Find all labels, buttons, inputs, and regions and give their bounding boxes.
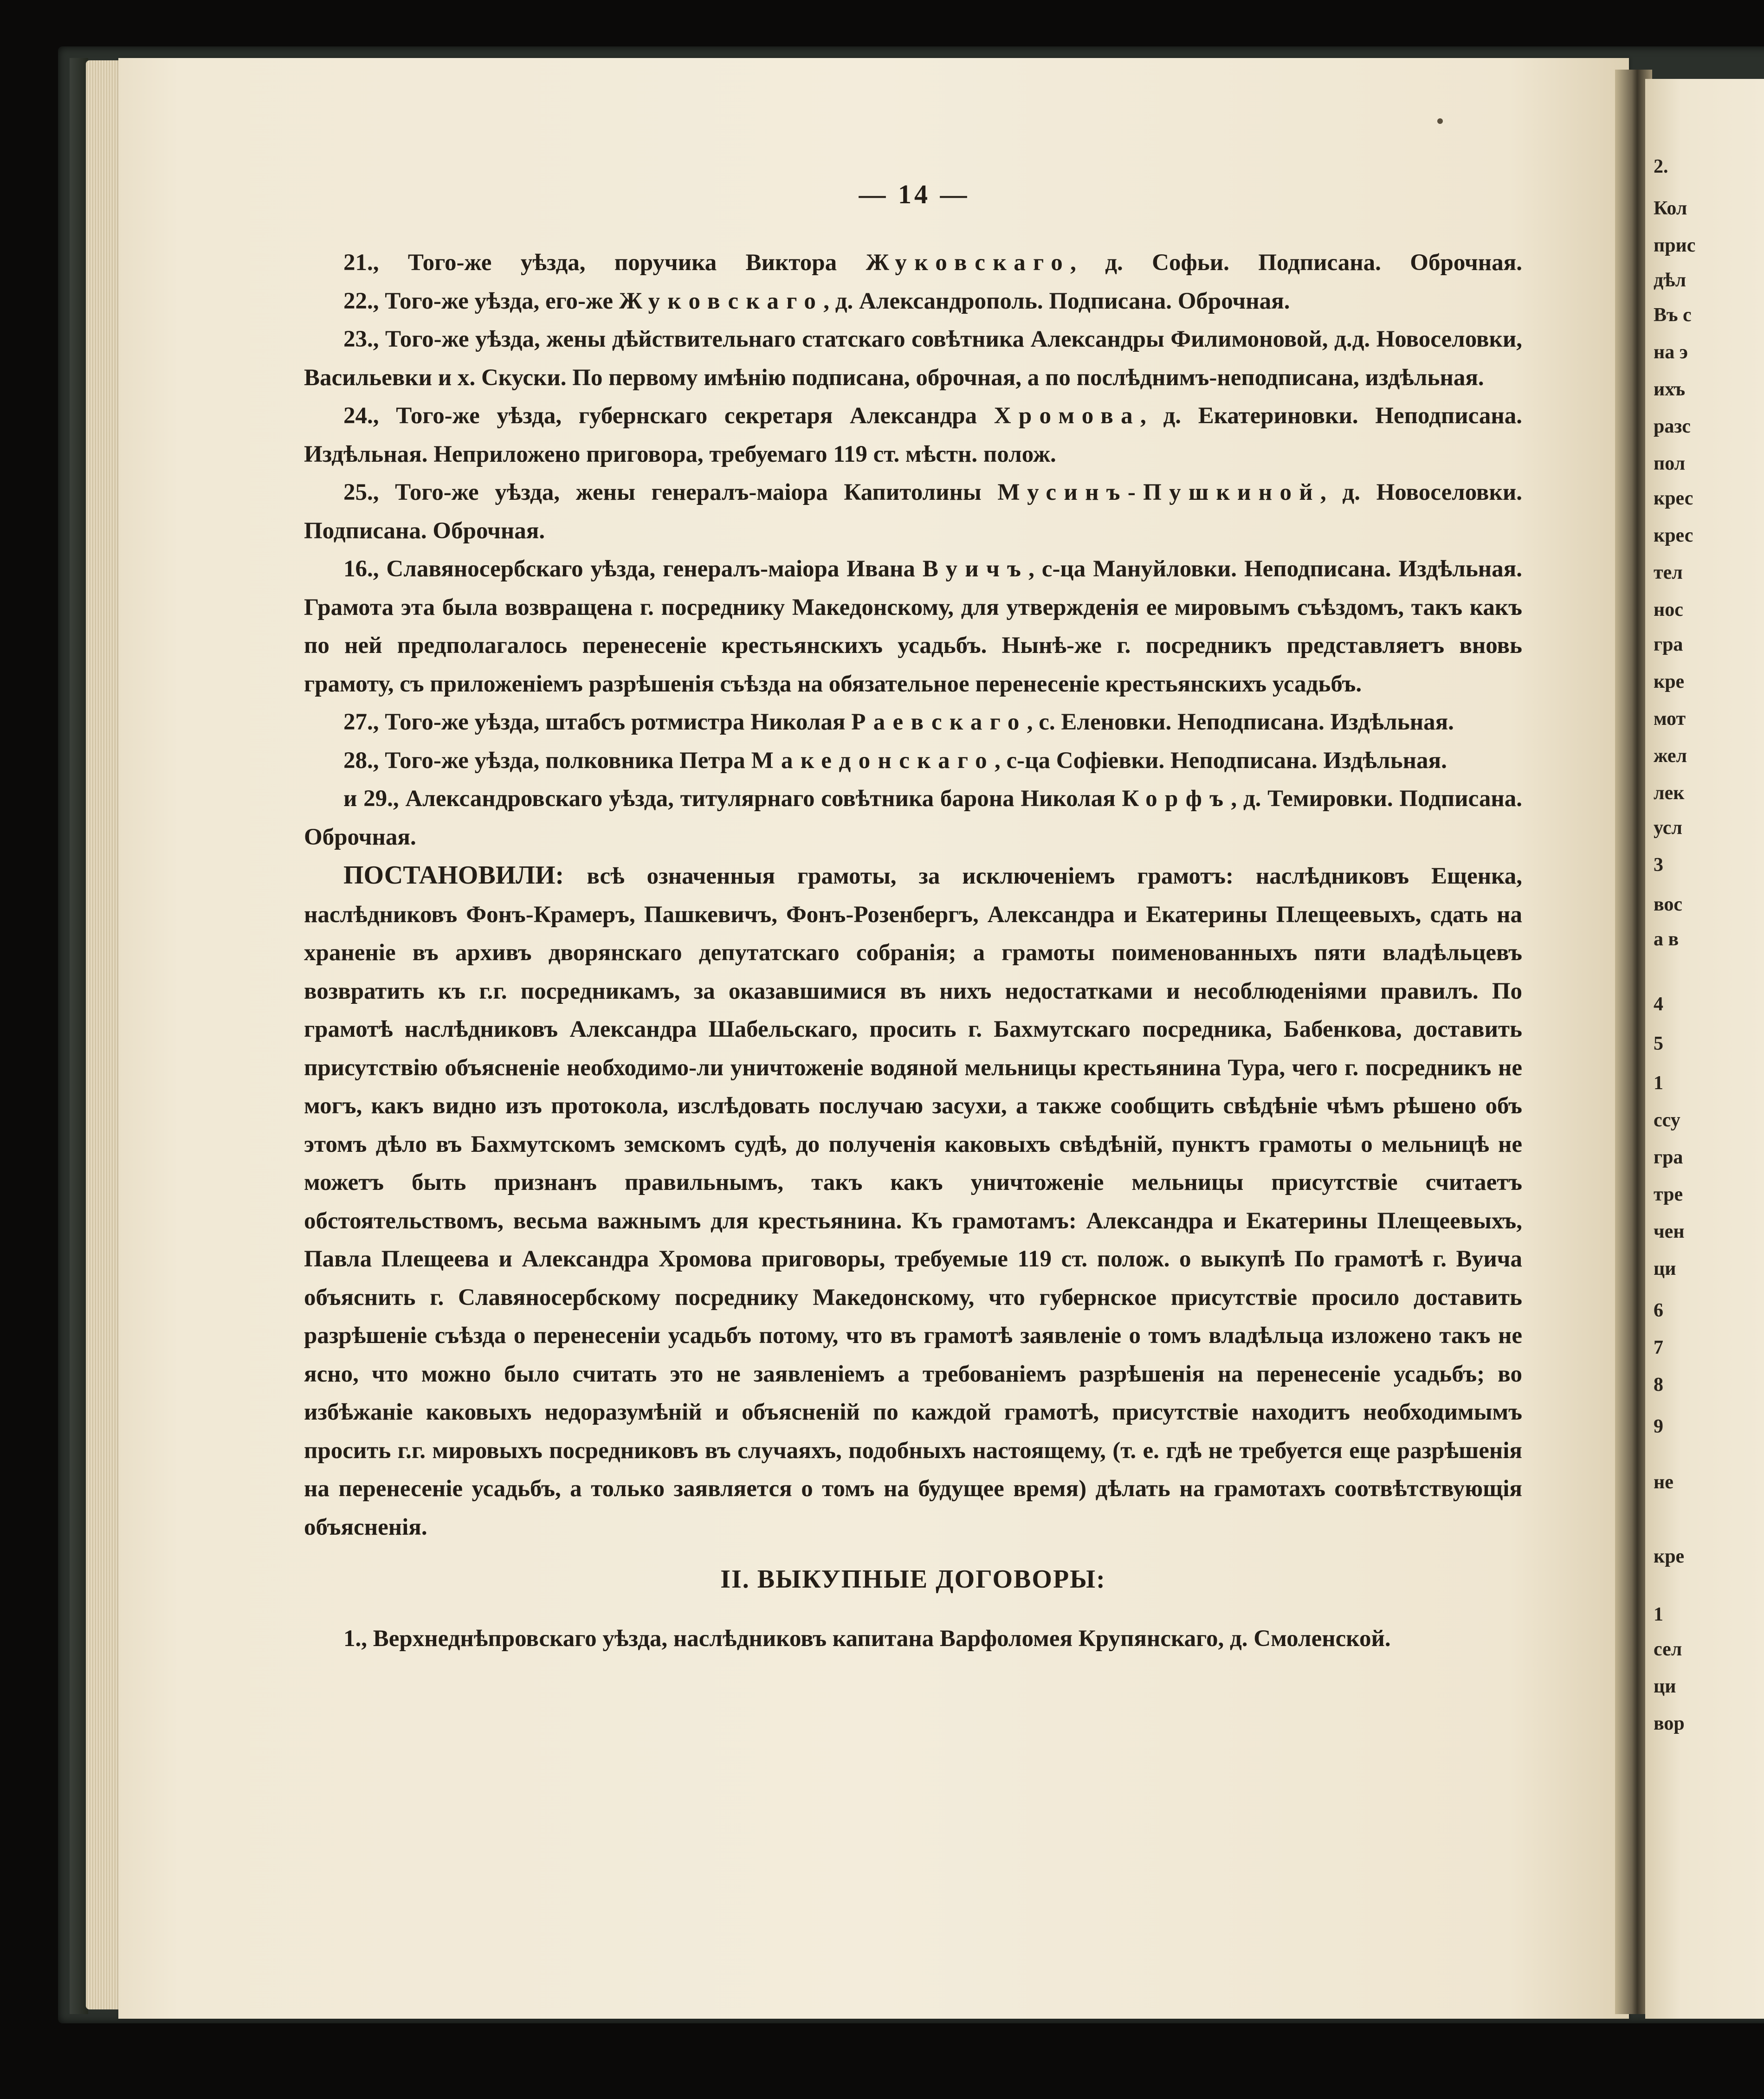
right-page-text-fragment: вор [1654,1713,1685,1734]
right-page-text-fragment: ихъ [1654,379,1686,400]
entry-27: 27., Того-же уѣзда, штабсъ ротмистра Николая Раевскаго, с. Еленовки. Неподписана. Издѣльная. [343,709,1454,735]
right-page-text-fragment: дѣл [1654,270,1686,291]
right-page-text-fragment: тре [1654,1184,1683,1205]
right-page-text-fragment: жел [1654,745,1687,767]
right-page-text-fragment: не [1654,1472,1674,1493]
right-page-text-fragment: вос [1654,894,1683,915]
right-page-text-fragment: 1 [1654,1604,1663,1625]
right-page-text-fragment: на э [1654,342,1688,363]
right-page-text-fragment: нос [1654,599,1683,620]
redemption-entry-1: 1., Верхнеднѣпровскаго уѣзда, наслѣдниковъ капитана Варфоломея Крупянскаго, д. Смоленской. [343,1625,1391,1652]
cover-edge [70,58,88,2014]
right-page-text-fragment: 7 [1654,1337,1663,1358]
right-page-text-fragment: прис [1654,235,1696,256]
right-page-text-fragment: разс [1654,416,1691,437]
right-page-text-fragment: 9 [1654,1416,1663,1437]
right-page-text-fragment: Кол [1654,198,1687,219]
right-page-text-fragment: 6 [1654,1300,1663,1321]
right-page-text-fragment: крес [1654,525,1693,546]
right-page-text-fragment: мот [1654,708,1686,730]
right-page-text-fragment: сел [1654,1639,1682,1660]
entry-29: и 29., Александровскаго уѣзда, титулярнаго совѣтника барона Николая Корфъ, д. Темировки. Подписана. Оброчная. [304,786,1522,850]
right-page-text-fragment: 5 [1654,1033,1663,1054]
right-page-text-fragment: 8 [1654,1374,1663,1395]
section-title: II. ВЫКУПНЫЕ ДОГОВОРЫ: [720,1565,1106,1594]
right-page-text-fragment: гра [1654,1147,1683,1168]
right-page-text-fragment: ци [1654,1258,1676,1279]
entry-22: 22., Того-же уѣзда, его-же Жуковскаго, д. Александрополь. Подписана. Оброчная. [343,288,1290,314]
right-page-text-fragment: 1 [1654,1072,1663,1094]
right-page-text-fragment: ци [1654,1676,1676,1697]
right-page-text-fragment: лек [1654,782,1685,804]
right-page-text-fragment: гра [1654,634,1683,655]
right-page-text-fragment: чен [1654,1221,1685,1242]
right-page-text-fragment: крес [1654,488,1693,509]
entry-21: 21., Того-же уѣзда, поручика Виктора Жуковскаго, д. Софьи. Подписана. Оброчная. [343,250,1522,276]
right-page-text-fragment: пол [1654,453,1686,474]
right-page-text-fragment: кре [1654,1546,1685,1567]
resolution-label: ПОСТАНОВИЛИ: [343,861,587,890]
right-page-text-fragment: кре [1654,671,1685,692]
page-number: — 14 — [859,179,970,209]
resolution-paragraph: ПОСТАНОВИЛИ: всѣ означенныя грамоты, за исключеніемъ грамотъ: наслѣдниковъ Ещенка, наслѣдниковъ Фонъ-Крамеръ, Пашкевичъ, Фонъ-Розенбергъ, Александра и Екатерины Плещеевыхъ, сдать на храненіе въ архивъ дворянскаго депутатскаго собранія; а грамоты поименованныхъ пяти владѣльцевъ возвратить къ г.г. посредникамъ, за оказавшимися въ нихъ недостатками и несоблюденіями правилъ. По грамотѣ наслѣдниковъ Александра Шабельскаго, просить г. Бахмутскаго посредника, Бабенкова, доставить присутствію объясненіе необходимо-ли уничтоженіе водяной мельницы крестьянина Тура, чего г. посредникъ не могъ, какъ видно изъ протокола, изслѣдовать послучаю засухи, а также сообщить свѣдѣніе чѣмъ рѣшено объ этомъ дѣло въ Бахмутскомъ земскомъ судѣ, до полученія каковыхъ свѣдѣній, пунктъ грамоты о мельницѣ не можетъ быть признанъ правильнымъ, такъ какъ уничтоженіе мельницы присутствіе считаетъ обстоятельствомъ, весьма важнымъ для крестьянина. Къ грамотамъ: Александра и Екатерины Плещеевыхъ, Павла Плещеева и Александра Хромова приговоры, требуемые 119 ст. полож. о выкупѣ По грамотѣ г. Вуича объяснить г. Славяносербскому посреднику Македонскому, что губернское присутствіе просило доставить разрѣшеніе съѣзда о перенесеніи усадьбъ потому, что въ грамотѣ заявленіе о томъ владѣльца изложено такъ не ясно, что можно было считать это не заявленіемъ а требованіемъ разрѣшенія на перенесеніе усадьбъ; во избѣжаніе каковыхъ недоразумѣній и объясненій по каждой грамотѣ, присутствіе находитъ необходимымъ просить г.г. мировыхъ посредниковъ въ случаяхъ, подобныхъ настоящему, (т. е. гдѣ не требуется еще разрѣшенія на перенесеніе усадьбъ, а только заявляется о томъ на будущее время) дѣлать на грамотахъ соотвѣтствующія объясненія. [304,861,1522,1540]
entry-24: 24., Того-же уѣзда, губернскаго секретаря Александра Хромова, д. Екатериновки. Неподписана. Издѣльная. Неприложено приговора, требуемаго 119 ст. мѣстн. полож. [304,403,1522,467]
page-text [304,244,1522,1658]
right-page-text-fragment: 2. [1654,156,1668,177]
right-page-text-fragment: 4 [1654,994,1663,1015]
entry-16: 16., Славяносербскаго уѣзда, генералъ-маіора Ивана Вуичъ, с-ца Мануйловки. Неподписана. Издѣльная. Грамота эта была возвращена г. посреднику Македонскому, для утвержденія ее мировымъ съѣздомъ, такъ какъ по ней предполагалось перенесеніе крестьянскихъ усадьбъ. Нынѣ-же г. посредникъ представляетъ вновь грамоту, съ приложеніемъ разрѣшенія съѣзда на обязательное перенесеніе крестьянскихъ усадьбъ. [304,556,1523,697]
right-page-fragment [1645,79,1764,2019]
right-page-text-fragment: а в [1654,929,1679,950]
entry-28: 28., Того-же уѣзда, полковника Петра Македонскаго, с-ца Софіевки. Неподписана. Издѣльная. [343,747,1447,774]
entry-23: 23., Того-же уѣзда, жены дѣйствительнаго статскаго совѣтника Александры Филимоновой, д.д. Новоселовки, Васильевки и х. Скуски. По первому имѣнію подписана, оброчная, а по послѣднимъ-неподписана, издѣльная. [304,326,1522,391]
right-page-text-fragment: Въ с [1654,304,1692,326]
entry-25: 25., Того-же уѣзда, жены генералъ-маіора Капитолины Мусинъ-Пушкиной, д. Новоселовки. Подписана. Оброчная. [304,479,1522,544]
right-page-text-fragment: 3 [1654,854,1663,876]
ink-spot [1437,118,1443,124]
right-page-text-fragment: усл [1654,817,1682,839]
right-page-text-fragment: тел [1654,562,1683,583]
right-page-text-fragment: ссу [1654,1110,1680,1131]
